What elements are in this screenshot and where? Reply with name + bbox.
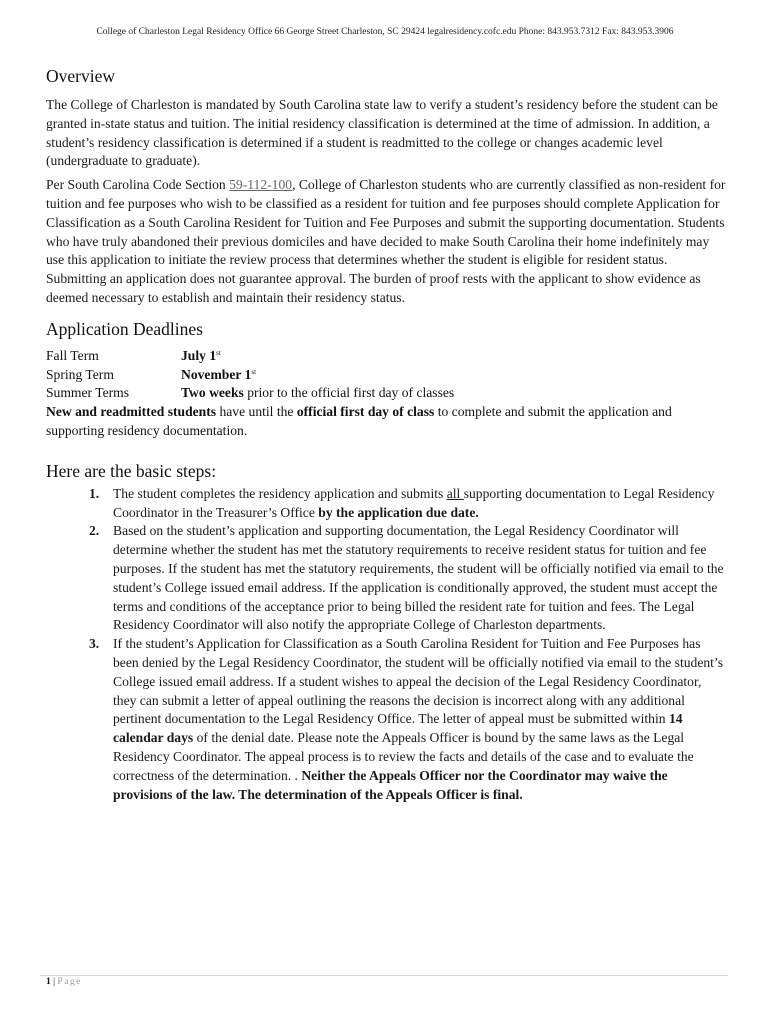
step-item-1 xyxy=(46,485,728,523)
footer-separator: | xyxy=(50,977,58,987)
page-header: College of Charleston Legal Residency Office 66 George Street Charleston, SC 29424 legalresidency.cofc.edu Phone: 843.953.7312 Fax: 843.953.3906 xyxy=(96,27,674,37)
step-text xyxy=(113,485,728,523)
step-text-bold: Neither the Appeals Officer nor the Coordinator may waive the provisions of the law. The determination of the Appeals Officer is final. xyxy=(113,767,668,802)
overview-paragraph-2 xyxy=(46,176,728,308)
step-text-part: The student completes the residency application and submits xyxy=(113,485,447,501)
step-number: 3. xyxy=(89,636,100,652)
step-number: 2. xyxy=(89,523,100,539)
step-item-2 xyxy=(46,522,728,635)
deadline-term: Spring Term xyxy=(46,366,114,382)
deadline-rest: prior to the official first day of classes xyxy=(243,385,455,401)
deadline-term: Summer Terms xyxy=(46,385,129,401)
step-text-bold: by the application due date. xyxy=(318,504,479,520)
steps-heading: Here are the basic steps: xyxy=(46,460,217,481)
overview-paragraph-1: The College of Charleston is mandated by South Carolina state law to verify a student’s residency before the student can be granted in-state status and tuition. The initial residency classification is determined at the time of admission. In addition, a student’s residency classification is determined if a student is readmitted to the college or changes academic level (undergraduate to graduate). xyxy=(46,97,718,169)
code-section-link[interactable]: 59-112-100 xyxy=(229,177,293,193)
note-mid: have until the xyxy=(216,404,297,420)
deadline-date-suffix: st xyxy=(216,348,221,357)
deadlines-heading: Application Deadlines xyxy=(46,318,203,339)
page-label: Page xyxy=(57,977,82,987)
note-end: to complete and submit the application and supporting residency documentation. xyxy=(46,404,672,438)
deadline-row-fall xyxy=(46,347,728,366)
step-text-part: supporting documentation to Legal Residency Coordinator in the Treasurer’s Office xyxy=(113,485,715,520)
step-number: 1. xyxy=(89,485,100,501)
note-bold-2: official first day of class xyxy=(296,404,435,420)
page-number: 1 xyxy=(46,977,51,987)
deadline-term: Fall Term xyxy=(46,347,99,363)
step-text xyxy=(113,635,728,804)
step-text-part: of the denial date. Please note the Appeals Officer is bound by the same laws as the Legal Residency Coordinator. The appeal process is to review the facts and details of the case and to evaluate the correctness of the determination. . xyxy=(113,730,694,783)
deadline-date: Two weeks xyxy=(181,385,244,401)
footer-divider xyxy=(40,975,728,976)
steps-list xyxy=(46,485,728,805)
page-footer xyxy=(46,977,82,987)
step-text: Based on the student’s application and supporting documentation, the Legal Residency Coordinator will determine whether the student has met the statutory requirements to receive resident status for tuition and fee purposes. If the student has met the statutory requirements, the student will be officially notified via email to the student’s College issued email address. If the application is conditionally approved, the student must accept the terms and conditions of the acceptance prior to being billed the resident rate for tuition and fees. The Legal Residency Coordinator will also notify the appropriate College of Charleston departments. xyxy=(113,523,724,633)
deadline-date: July 1 xyxy=(181,347,217,363)
deadline-row-spring xyxy=(46,366,728,385)
deadline-date-suffix: st xyxy=(251,367,257,376)
para2-before: Per South Carolina Code Section xyxy=(46,177,230,193)
deadline-date: November 1 xyxy=(181,366,252,382)
step-text-bold: 14 calendar days xyxy=(113,711,683,746)
step-text-part: If the student’s Application for Classification as a South Carolina Resident for Tuition and Fee Purposes has been denied by the Legal Residency Coordinator, the student will be officially notified via email to the student’s College issued email address. If a student wishes to appeal the decision of the Legal Residency Coordinator, they can submit a letter of appeal outlining the reasons the decision is incorrect along with any additional pertinent documentation to the Legal Residency Office. The letter of appeal must be submitted within xyxy=(113,636,724,727)
step-text-underlined: all xyxy=(446,485,464,501)
para2-after: , College of Charleston students who are currently classified as non-resident for tuition and fee purposes who wish to be classified as a resident for tuition and fee purposes should complete Application for Classification as a South Carolina Resident for Tuition and Fee Purposes and submit the supporting documentation. Students who have truly abandoned their previous domiciles and have decided to make South Carolina their home indefinitely may use this application to initiate the review process that determines whether the student is eligible for resident status. Submitting an application does not guarantee approval. The burden of proof rests with the applicant to show evidence as deemed necessary to establish and maintain their residency status. xyxy=(46,177,726,305)
deadlines-table xyxy=(46,347,728,441)
document-body xyxy=(46,66,728,804)
step-item-3 xyxy=(46,635,728,804)
overview-heading: Overview xyxy=(46,66,116,86)
note-bold-1: New and readmitted students xyxy=(46,404,217,420)
deadline-row-summer xyxy=(46,384,728,403)
deadline-note xyxy=(46,403,728,441)
